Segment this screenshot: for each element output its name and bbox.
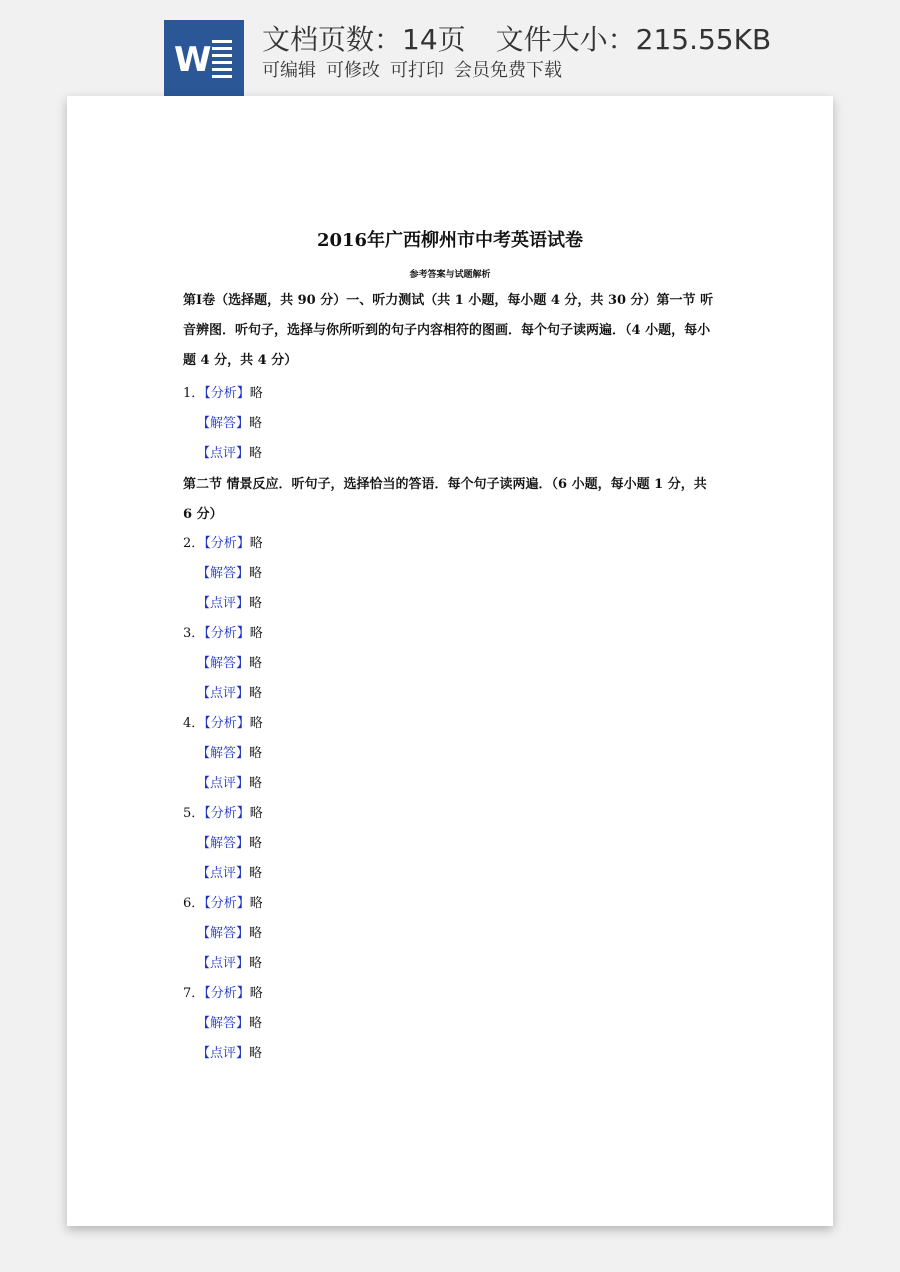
omit-text: 略 [249,986,263,1001]
omit-text: 略 [249,896,263,911]
file-size: 文件大小：215.55KB [495,23,772,56]
answer-tag: 【解答】 [197,656,250,671]
q7-comment [197,1044,262,1064]
omit-text: 略 [249,416,263,431]
comment-tag: 【点评】 [197,686,250,701]
q2-answer [197,564,262,584]
answer-tag: 【解答】 [197,746,250,761]
omit-text: 略 [249,566,263,581]
omit-text: 略 [249,626,263,641]
q6-comment [197,954,262,974]
q5-analysis [183,804,263,824]
q7-answer [197,1014,262,1034]
q3-analysis [183,624,263,644]
q4-answer [197,744,262,764]
omit-text: 略 [249,656,263,671]
feature-free-download: 会员免费下载 [454,60,562,81]
download-banner [0,0,900,96]
answer-tag: 【解答】 [197,566,250,581]
comment-tag: 【点评】 [197,956,250,971]
q6-number: 6． [183,896,205,911]
answer-tag: 【解答】 [197,926,250,941]
analysis-tag: 【分析】 [204,806,250,821]
word-doc-icon [164,20,244,96]
answer-tag: 【解答】 [197,836,250,851]
word-letter: W [174,40,212,80]
document-page [67,96,833,1226]
answer-tag: 【解答】 [197,1016,250,1031]
q1-comment [197,444,262,464]
q1-answer [197,414,262,434]
answer-tag: 【解答】 [197,416,250,431]
q5-comment [197,864,262,884]
section-1-instructions: 第Ⅰ卷（选择题，共 90 分）一、听力测试（共 1 小题，每小题 4 分，共 30 分）第一节 听音辨图．听句子，选择与你所听到的句子内容相符的图画．每个句子读两遍．（4 小题，每小题 4 分，共 4 分） [183,293,714,368]
doc-subtitle: 参考答案与试题解析 [409,270,491,280]
q5-answer [197,834,262,854]
q7-analysis [183,984,263,1004]
analysis-tag: 【分析】 [204,986,250,1001]
q2-analysis [183,534,263,554]
comment-tag: 【点评】 [197,776,250,791]
omit-text: 略 [249,716,263,731]
section-2-instructions: 第二节 情景反应．听句子，选择恰当的答语．每个句子读两遍．（6 小题，每小题 1 分，共 6 分） [183,477,707,522]
feature-printable: 可打印 [390,60,444,81]
omit-text: 略 [249,866,263,881]
omit-text: 略 [249,596,263,611]
page-count: 文档页数：14页 [262,23,466,56]
analysis-tag: 【分析】 [204,626,250,641]
doc-stats [262,18,801,58]
q3-comment [197,684,262,704]
omit-text: 略 [249,926,263,941]
feature-editable: 可编辑 [262,60,316,81]
q3-answer [197,654,262,674]
omit-text: 略 [249,1046,263,1061]
analysis-tag: 【分析】 [204,896,250,911]
omit-text: 略 [249,536,263,551]
omit-text: 略 [249,836,263,851]
q4-comment [197,774,262,794]
analysis-tag: 【分析】 [204,386,250,401]
doc-title: 2016年广西柳州市中考英语试卷 [316,230,584,251]
comment-tag: 【点评】 [197,596,250,611]
omit-text: 略 [249,686,263,701]
comment-tag: 【点评】 [197,446,250,461]
q4-number: 4． [183,716,205,731]
omit-text: 略 [249,446,263,461]
q2-comment [197,594,262,614]
omit-text: 略 [249,386,263,401]
q6-analysis [183,894,263,914]
analysis-tag: 【分析】 [204,716,250,731]
omit-text: 略 [249,806,263,821]
feature-list [262,56,572,82]
feature-modifiable: 可修改 [326,60,380,81]
q1-number: 1． [183,386,205,401]
q6-answer [197,924,262,944]
omit-text: 略 [249,746,263,761]
comment-tag: 【点评】 [197,866,250,881]
q1-analysis [183,384,263,404]
analysis-tag: 【分析】 [204,536,250,551]
q4-analysis [183,714,263,734]
q3-number: 3． [183,626,205,641]
omit-text: 略 [249,1016,263,1031]
comment-tag: 【点评】 [197,1046,250,1061]
q7-number: 7． [183,986,205,1001]
q2-number: 2． [183,536,205,551]
q5-number: 5． [183,806,205,821]
omit-text: 略 [249,776,263,791]
omit-text: 略 [249,956,263,971]
word-icon-lines [212,40,232,82]
